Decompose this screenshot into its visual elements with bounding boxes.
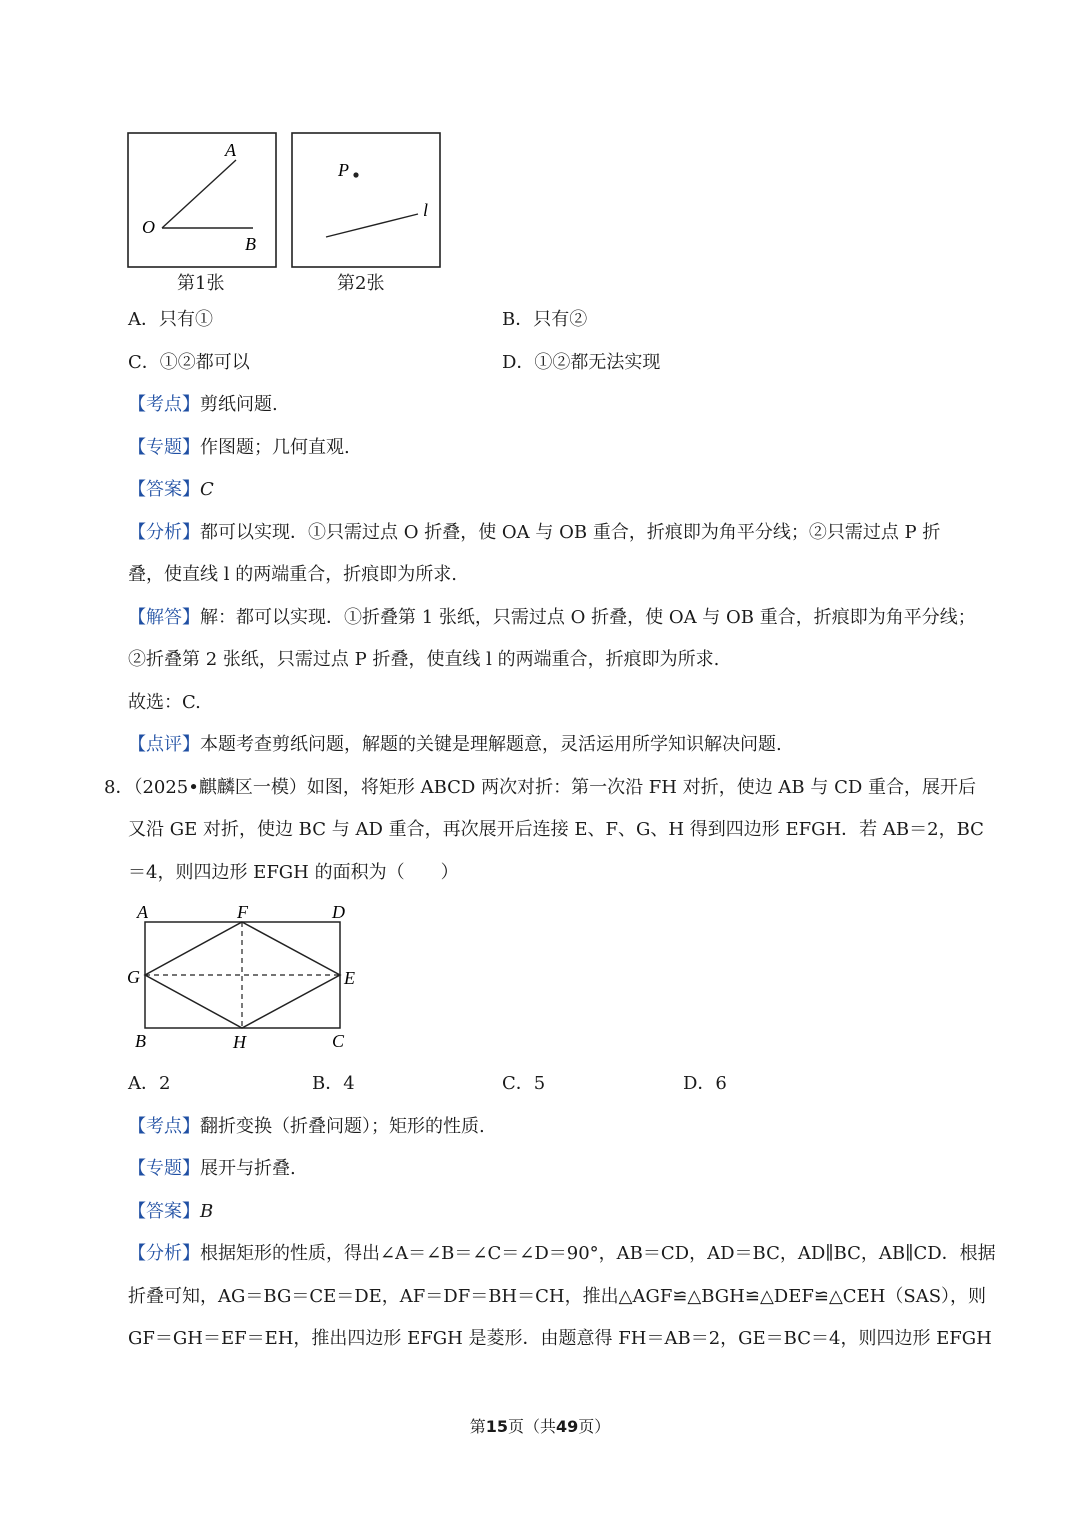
q8-option-c: C．5 <box>502 1073 546 1094</box>
q7-daan-tag: 【答案】 <box>128 479 200 500</box>
q8-kaodian-tag: 【考点】 <box>128 1116 200 1137</box>
q7-fenxi-tag: 【分析】 <box>128 522 200 543</box>
q7-kaodian <box>128 393 278 417</box>
q7-jieda-line2: ②折叠第 2 张纸，只需过点 P 折叠，使直线 l 的两端重合，折痕即为所求. <box>128 649 720 670</box>
q8-option-b: B．4 <box>312 1073 355 1094</box>
q7-jieda-tag: 【解答】 <box>128 607 200 628</box>
q8-daan-tag: 【答案】 <box>128 1201 200 1222</box>
q7-dianping-tag: 【点评】 <box>128 734 200 755</box>
page-footer <box>0 1414 1080 1437</box>
q7-option-c: C．①②都可以 <box>128 352 250 373</box>
q7-fenxi-line2: 叠，使直线 l 的两端重合，折痕即为所求. <box>128 564 457 585</box>
q8-zhuanti-text: 展开与折叠. <box>200 1158 296 1179</box>
label-d: D <box>332 902 345 922</box>
footer-mid: 页（共 <box>507 1417 556 1436</box>
figure-cards <box>120 125 460 275</box>
q7-fenxi-text1: 都可以实现．①只需过点 O 折叠，使 OA 与 OB 重合，折痕即为角平分线；②只需过点 P 折 <box>200 522 941 543</box>
q7-kaodian-tag: 【考点】 <box>128 394 200 415</box>
q8-zhuanti <box>128 1157 296 1181</box>
q7-jieda-line1 <box>128 606 976 630</box>
point-p <box>353 172 358 177</box>
card-2-caption: 第2张 <box>337 273 385 294</box>
q7-guxuan: 故选：C. <box>128 692 201 713</box>
q8-fenxi-line2: 折叠可知，AG＝BG＝CE＝DE，AF＝DF＝BH＝CH，推出△AGF≌△BGH≌△DEF≌△CEH（SAS），则 <box>128 1286 987 1307</box>
q8-stem-line3: ＝4，则四边形 EFGH 的面积为（ ） <box>128 862 459 883</box>
q8-daan-text: B <box>200 1201 214 1222</box>
label-h: H <box>233 1032 246 1052</box>
line-l <box>326 214 418 237</box>
q7-fenxi-line1 <box>128 521 940 545</box>
q8-option-d: D．6 <box>683 1073 727 1094</box>
q7-kaodian-text: 剪纸问题. <box>200 394 278 415</box>
q7-option-b: B．只有② <box>502 309 588 330</box>
q8-kaodian-text: 翻折变换（折叠问题）；矩形的性质. <box>200 1116 485 1137</box>
q8-fenxi-text1: 根据矩形的性质，得出∠A＝∠B＝∠C＝∠D＝90°，AB＝CD，AD＝BC，AD∥BC，AB∥CD．根据 <box>200 1243 996 1264</box>
figure-rectangle-efgh <box>125 898 365 1058</box>
label-c: C <box>332 1031 345 1051</box>
q7-daan <box>128 478 214 502</box>
footer-pre: 第 <box>469 1417 486 1436</box>
label-a: A <box>137 902 148 922</box>
q7-option-a: A．只有① <box>128 309 213 330</box>
label-e: E <box>344 968 355 988</box>
q7-dianping <box>128 733 782 757</box>
q8-stem-line1: 8．（2025•麒麟区一模）如图，将矩形 ABCD 两次对折：第一次沿 FH 对折，使边 AB 与 CD 重合，展开后 <box>104 777 977 798</box>
label-a: A <box>225 140 236 160</box>
q8-zhuanti-tag: 【专题】 <box>128 1158 200 1179</box>
q8-fenxi-tag: 【分析】 <box>128 1243 200 1264</box>
q7-zhuanti <box>128 436 350 460</box>
footer-page-number: 15 <box>485 1417 508 1436</box>
q7-daan-text: C <box>200 479 214 500</box>
card-2-frame <box>292 133 440 267</box>
q8-kaodian <box>128 1115 485 1139</box>
label-g: G <box>127 967 140 987</box>
label-o: O <box>142 217 155 237</box>
label-b: B <box>135 1031 146 1051</box>
label-f: F <box>237 902 248 922</box>
ray-oa <box>162 160 236 228</box>
q7-dianping-text: 本题考查剪纸问题，解题的关键是理解题意，灵活运用所学知识解决问题. <box>200 734 782 755</box>
q8-stem-line2: 又沿 GE 对折，使边 BC 与 AD 重合，再次展开后连接 E、F、G、H 得到四边形 EFGH．若 AB＝2，BC <box>128 819 984 840</box>
q7-jieda-text1: 解：都可以实现．①折叠第 1 张纸，只需过点 O 折叠，使 OA 与 OB 重合，折痕即为角平分线； <box>200 607 976 628</box>
q8-option-a: A．2 <box>128 1073 171 1094</box>
q7-option-d: D．①②都无法实现 <box>502 352 661 373</box>
q8-fenxi-line3: GF＝GH＝EF＝EH，推出四边形 EFGH 是菱形．由题意得 FH＝AB＝2，GE＝BC＝4，则四边形 EFGH <box>128 1328 992 1349</box>
q7-zhuanti-text: 作图题；几何直观. <box>200 437 350 458</box>
label-p: P <box>338 160 349 180</box>
q7-zhuanti-tag: 【专题】 <box>128 437 200 458</box>
footer-total-pages: 49 <box>556 1417 579 1436</box>
q8-fenxi-line1 <box>128 1242 996 1266</box>
q8-daan <box>128 1200 213 1224</box>
card-1-caption: 第1张 <box>177 273 225 294</box>
label-b: B <box>245 234 256 254</box>
label-l: l <box>423 200 429 220</box>
footer-post: 页） <box>578 1417 611 1436</box>
